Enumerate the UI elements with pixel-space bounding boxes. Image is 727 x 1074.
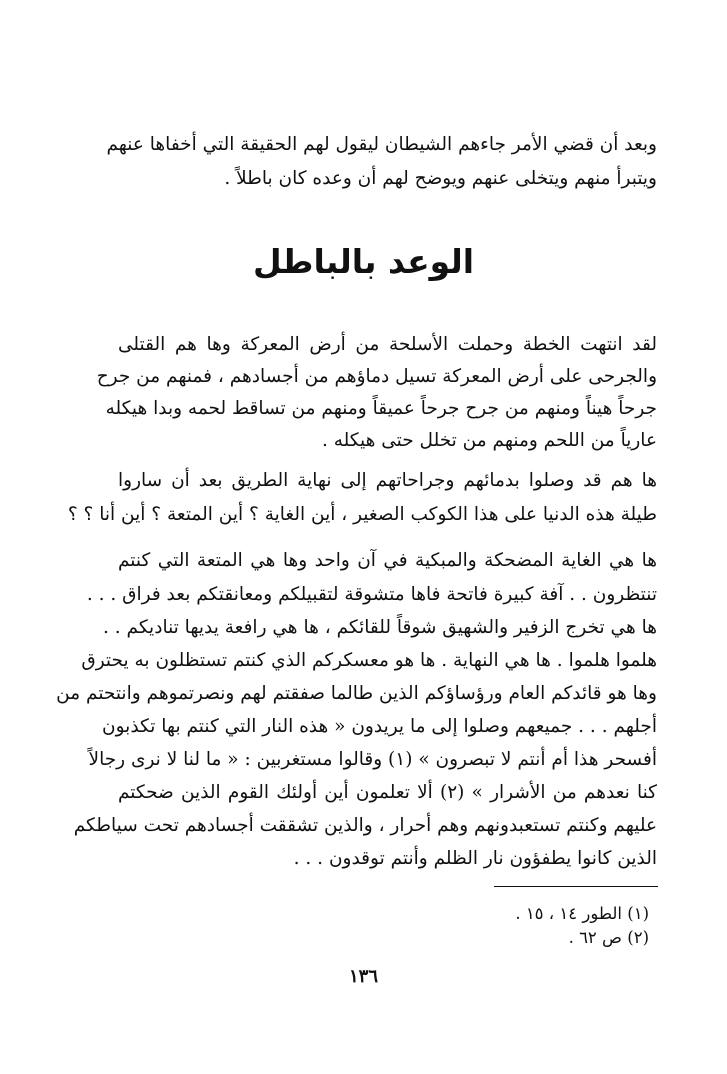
- page-number: ١٣٦: [348, 966, 378, 987]
- paragraph3-line-3: ها هي تخرج الزفير والشهيق شوقاً للقائكم ، ها هي رافعة يديها تناديكم . .: [103, 617, 657, 638]
- paragraph1-line-3: جرحاً هيناً ومنهم من جرح جرحاً عميقاً ومنهم من تساقط لحمه وبدا هيكله: [105, 398, 657, 419]
- paragraph3-line-4: هلموا هلموا . ها هي النهاية . ها هو معسكركم الذي كنتم تستظلون به يحترق: [81, 650, 657, 671]
- footnote-1: (١) الطور ١٤ ، ١٥ .: [515, 904, 649, 923]
- paragraph1-line-4: عارياً من اللحم ومنهم من تخلل حتى هيكله .: [322, 430, 657, 451]
- paragraph2-line-1: ها هم قد وصلوا بدمائهم وجراحاتهم إلى نهاية الطريق بعد أن ساروا: [118, 470, 657, 491]
- footnote-divider: [494, 886, 658, 887]
- paragraph3-line-7: أفسحر هذا أم أنتم لا تبصرون » (١) وقالوا مستغربين : « ما لنا لا نرى رجالاً: [88, 749, 657, 770]
- footnote-2: (٢) ص ٦٢ .: [568, 928, 649, 947]
- paragraph2-line-2: طيلة هذه الدنيا على هذا الكوكب الصغير ، أين الغاية ؟ أين المتعة ؟ أين أنا ؟ ؟: [67, 504, 657, 525]
- paragraph3-line-2: تنتظرون . . آفة كبيرة فاتحة فاها متشوقة لتقبيلكم ومعانقتكم بعد فراق . . .: [86, 584, 657, 605]
- paragraph3-line-5: وها هو قائدكم العام ورؤساؤكم الذين طالما صفقتم لهم ونصرتموهم وانتحتم من: [56, 683, 657, 704]
- intro-line-2: ويتبرأ منهم ويتخلى عنهم ويوضح لهم أن وعده كان باطلاً .: [224, 168, 657, 189]
- paragraph3-line-8: كنا نعدهم من الأشرار » (٢) ألا تعلمون أين أولئك القوم الذين ضحكتم: [118, 782, 657, 803]
- intro-line-1: وبعد أن قضي الأمر جاءهم الشيطان ليقول لهم الحقيقة التي أخفاها عنهم: [106, 134, 657, 155]
- paragraph3-line-9: عليهم وكنتم تستعبدونهم وهم أحرار ، والذين تشققت أجسادهم تحت سياطكم: [73, 815, 657, 836]
- paragraph3-line-10: الذين كانوا يطفؤون نار الظلم وأنتم توقدون . . .: [293, 848, 657, 869]
- paragraph3-line-1: ها هي الغاية المضحكة والمبكية في آن واحد وها هي المتعة التي كنتم: [118, 550, 657, 571]
- paragraph1-line-1: لقد انتهت الخطة وحملت الأسلحة من أرض المعركة وها هم القتلى: [118, 334, 657, 355]
- paragraph3-line-6: أجلهم . . . جميعهم وصلوا إلى ما يريدون « هذه النار التي كنتم بها تكذبون: [102, 716, 657, 737]
- paragraph1-line-2: والجرحى على أرض المعركة تسيل دماؤهم من أجسادهم ، فمنهم من جرح: [96, 366, 657, 387]
- section-title: الوعد بالباطل: [252, 242, 475, 281]
